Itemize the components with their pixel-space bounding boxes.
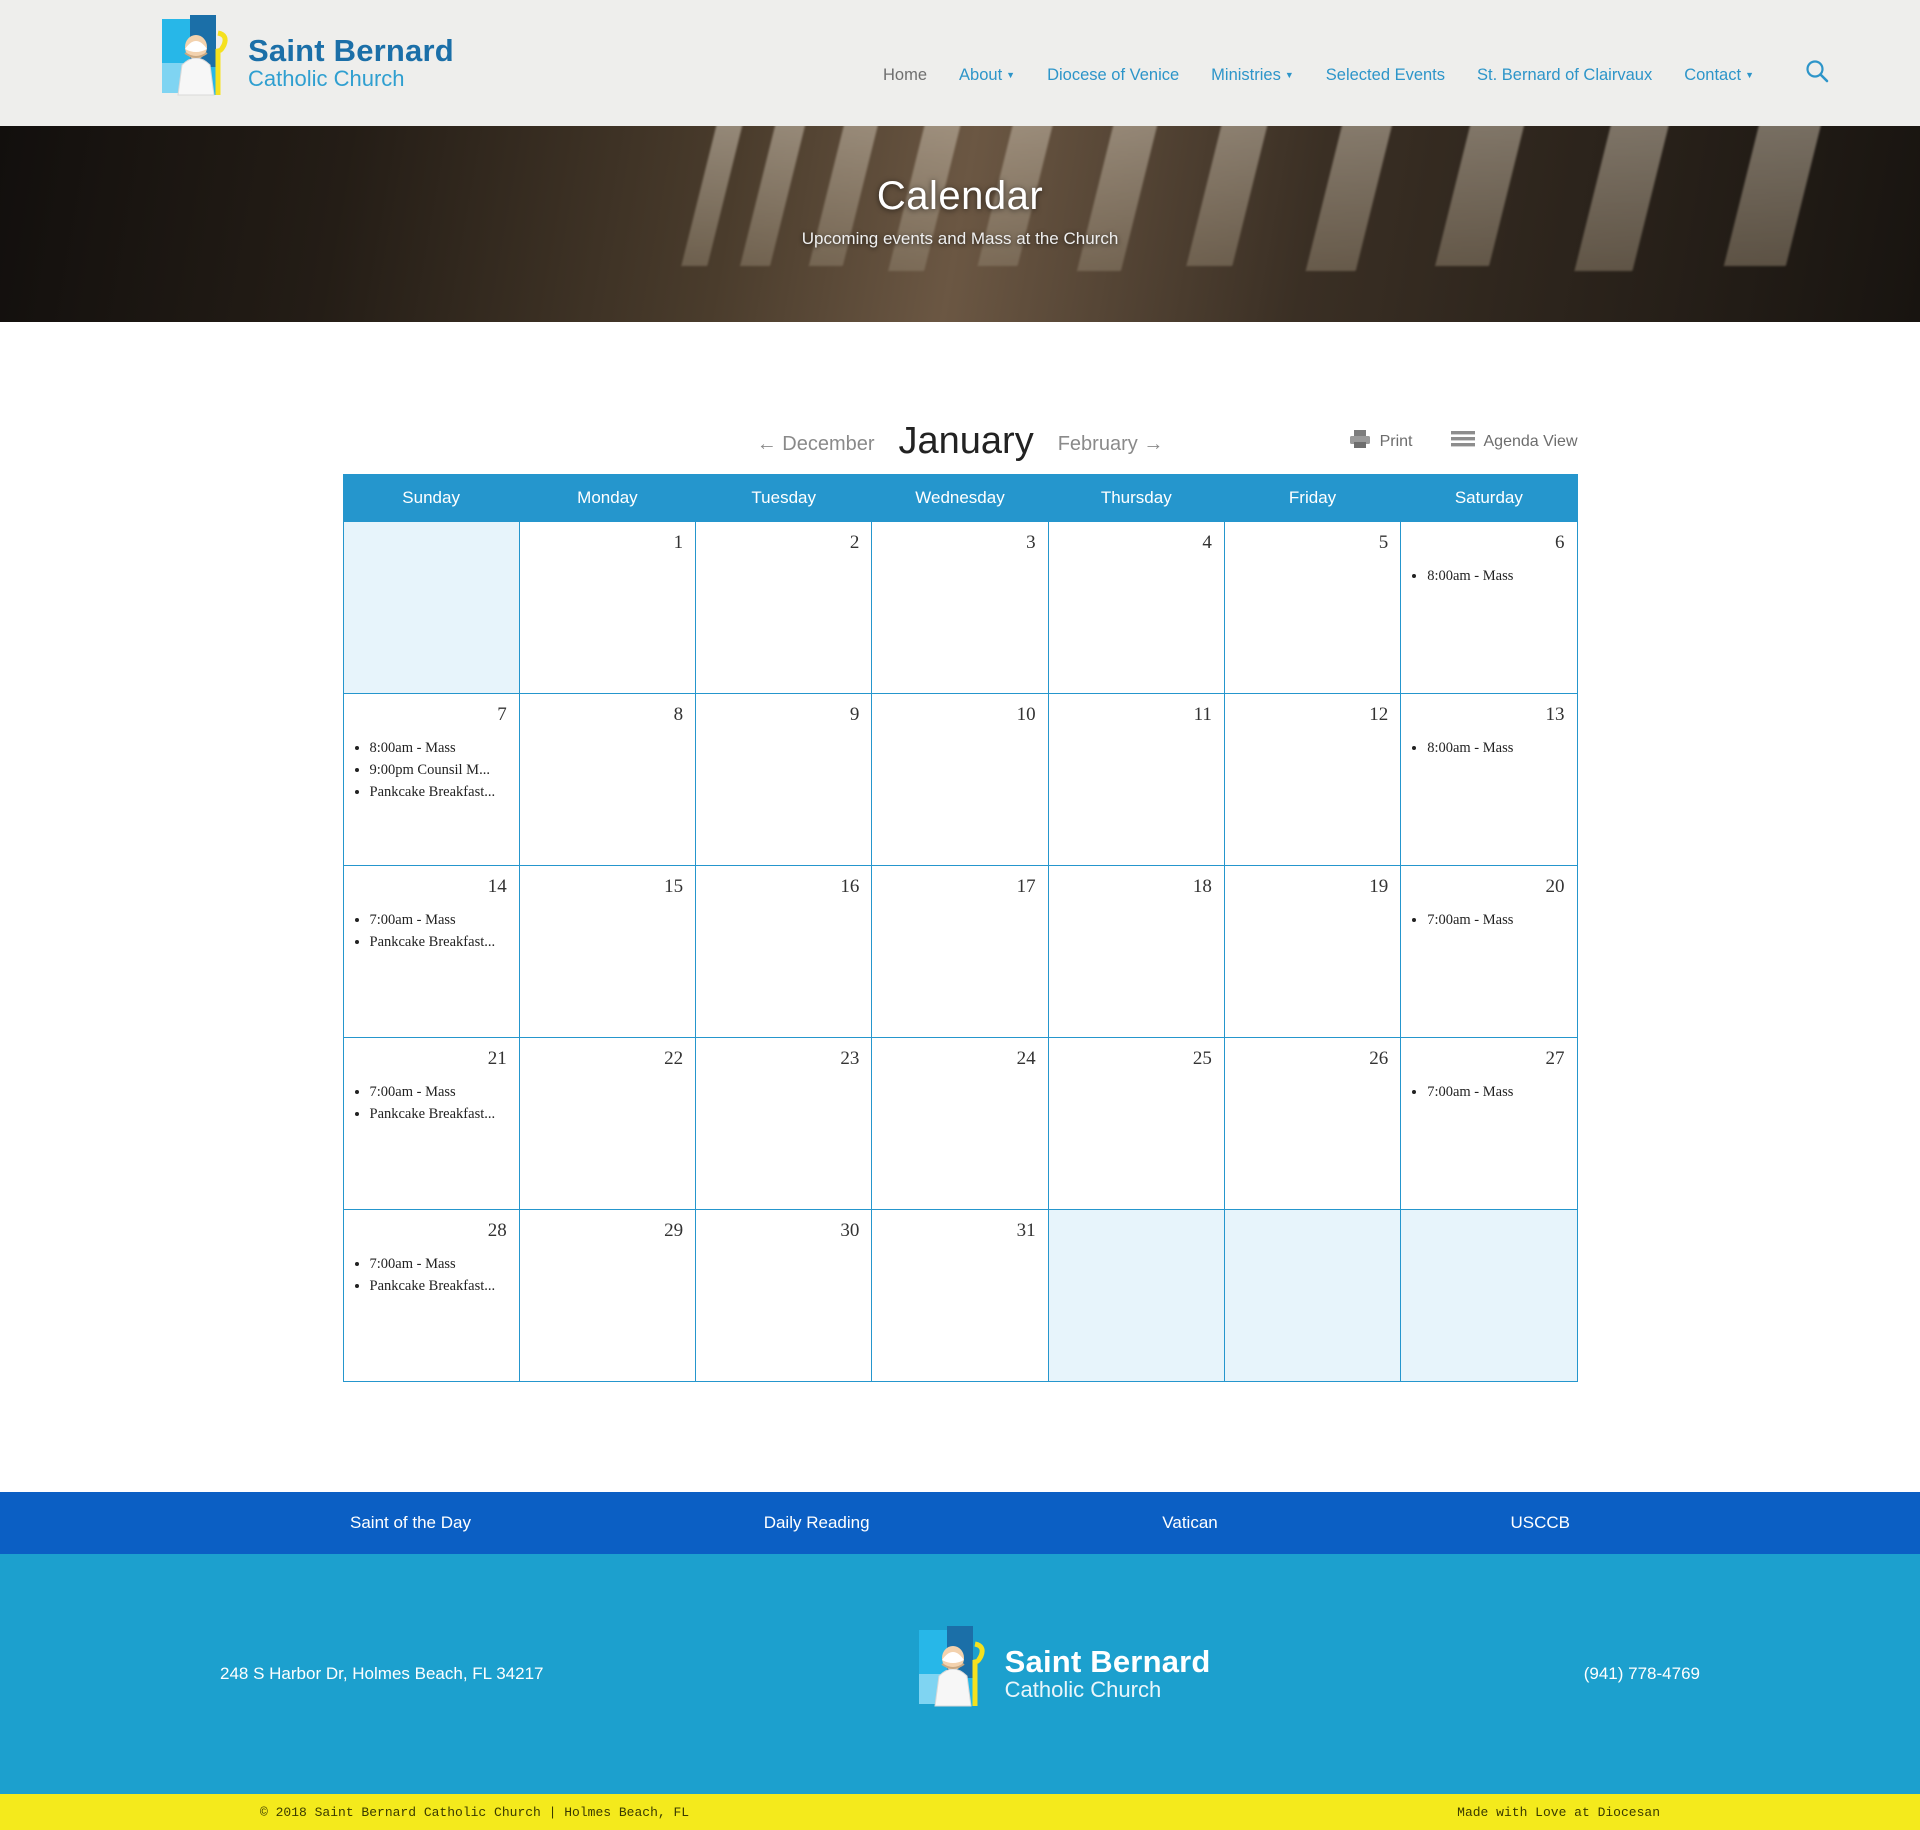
nav-item-st-bernard-of-clairvaux[interactable] bbox=[1461, 66, 1668, 85]
nav-label: Home bbox=[883, 66, 928, 84]
calendar-week-row bbox=[343, 1038, 1577, 1210]
calendar-event[interactable]: • 7:00am - Mass bbox=[370, 910, 507, 932]
calendar-day-cell[interactable] bbox=[1224, 866, 1400, 1038]
weekday-header-friday: Friday bbox=[1224, 475, 1400, 522]
day-number: 1 bbox=[673, 532, 684, 553]
agenda-view-button[interactable] bbox=[1451, 430, 1578, 453]
calendar-week-row bbox=[343, 694, 1577, 866]
day-number: 25 bbox=[1192, 1048, 1212, 1069]
calendar-event[interactable]: • 8:00am - Mass bbox=[1427, 566, 1564, 588]
chevron-down-icon: ▼ bbox=[1745, 70, 1754, 80]
chevron-down-icon: ▼ bbox=[1284, 70, 1294, 80]
day-number: 3 bbox=[1026, 532, 1036, 553]
link-saint-of-the-day[interactable]: Saint of the Day bbox=[350, 1513, 471, 1532]
logo-subtitle: Catholic Church bbox=[248, 66, 405, 92]
day-event-list bbox=[370, 1254, 507, 1298]
day-number: 4 bbox=[1202, 532, 1212, 553]
day-event-list bbox=[370, 1082, 507, 1126]
arrow-left-icon: ← bbox=[756, 433, 777, 455]
nav-item-about[interactable] bbox=[943, 66, 1031, 85]
calendar-day-cell[interactable] bbox=[696, 1210, 872, 1382]
nav-label: Contact bbox=[1684, 66, 1742, 84]
nav-label: St. Bernard of Clairvaux bbox=[1477, 66, 1653, 84]
day-number: 19 bbox=[1369, 876, 1389, 897]
calendar-day-cell[interactable] bbox=[696, 522, 872, 694]
weekday-header-thursday: Thursday bbox=[1048, 475, 1224, 522]
calendar-day-cell[interactable] bbox=[1401, 522, 1577, 694]
calendar-day-cell[interactable] bbox=[872, 866, 1048, 1038]
calendar-day-cell[interactable] bbox=[343, 1210, 519, 1382]
calendar-event[interactable]: • 7:00am - Mass bbox=[1427, 1082, 1564, 1104]
calendar-day-cell[interactable] bbox=[519, 522, 695, 694]
day-number: 18 bbox=[1192, 876, 1212, 897]
calendar-day-cell[interactable] bbox=[1048, 694, 1224, 866]
church-logo-icon bbox=[917, 1624, 995, 1724]
calendar-section bbox=[343, 322, 1578, 1492]
day-number: 2 bbox=[849, 532, 860, 553]
calendar-day-cell[interactable] bbox=[1048, 522, 1224, 694]
calendar-day-cell[interactable] bbox=[1224, 522, 1400, 694]
day-event-list bbox=[1427, 566, 1564, 588]
day-number: 26 bbox=[1369, 1048, 1389, 1069]
day-number: 23 bbox=[840, 1048, 860, 1069]
site-header bbox=[0, 0, 1920, 126]
nav-item-contact[interactable] bbox=[1668, 66, 1770, 85]
day-event-list bbox=[1427, 738, 1564, 760]
calendar-event[interactable]: • Pankcake Breakfast... bbox=[370, 782, 507, 804]
day-number: 21 bbox=[487, 1048, 507, 1069]
day-event-list bbox=[370, 910, 507, 954]
day-number: 27 bbox=[1545, 1048, 1565, 1069]
calendar-event[interactable]: • Pankcake Breakfast... bbox=[370, 932, 507, 954]
calendar-day-cell[interactable] bbox=[519, 694, 695, 866]
calendar-cell-empty bbox=[1224, 1210, 1400, 1382]
link-usccb[interactable]: USCCB bbox=[1510, 1513, 1570, 1532]
next-month-label: February bbox=[1057, 433, 1138, 455]
calendar-week-row bbox=[343, 1210, 1577, 1382]
nav-item-ministries[interactable] bbox=[1195, 66, 1310, 85]
site-logo[interactable] bbox=[160, 13, 454, 113]
weekday-header-tuesday: Tuesday bbox=[696, 475, 872, 522]
arrow-right-icon: → bbox=[1143, 433, 1164, 455]
calendar-table bbox=[343, 474, 1578, 1382]
calendar-day-cell[interactable] bbox=[1401, 1038, 1577, 1210]
credit-text: Made with Love at Diocesan bbox=[1457, 1804, 1660, 1820]
footer-logo-subtitle: Catholic Church bbox=[1004, 1677, 1162, 1703]
chevron-down-icon: ▼ bbox=[1006, 70, 1016, 80]
day-number: 6 bbox=[1555, 532, 1565, 553]
resource-link-bar bbox=[0, 1492, 1920, 1554]
calendar-week-row bbox=[343, 866, 1577, 1038]
footer-phone: (941) 778-4769 bbox=[1583, 1664, 1700, 1683]
prev-month-button[interactable] bbox=[757, 433, 875, 460]
day-number: 10 bbox=[1016, 704, 1036, 725]
calendar-day-cell[interactable] bbox=[519, 1210, 695, 1382]
search-icon[interactable] bbox=[1804, 58, 1830, 89]
day-number: 13 bbox=[1545, 704, 1565, 725]
calendar-day-cell[interactable] bbox=[872, 1210, 1048, 1382]
footer-logo-title: Saint Bernard bbox=[1004, 1643, 1211, 1679]
calendar-day-cell[interactable] bbox=[696, 866, 872, 1038]
day-number: 9 bbox=[849, 704, 860, 725]
day-number: 16 bbox=[840, 876, 860, 897]
day-event-list bbox=[1427, 910, 1564, 932]
list-icon bbox=[1451, 430, 1475, 453]
day-event-list bbox=[370, 738, 507, 803]
day-number: 29 bbox=[664, 1220, 684, 1241]
calendar-week-row bbox=[343, 522, 1577, 694]
calendar-header-row bbox=[343, 475, 1577, 522]
day-event-list bbox=[1427, 1082, 1564, 1104]
calendar-day-cell[interactable] bbox=[343, 694, 519, 866]
day-number: 15 bbox=[664, 876, 684, 897]
logo-title: Saint Bernard bbox=[248, 32, 454, 68]
calendar-event[interactable]: • Pankcake Breakfast... bbox=[370, 1276, 507, 1298]
calendar-cell-empty bbox=[343, 522, 519, 694]
weekday-header-wednesday: Wednesday bbox=[872, 475, 1048, 522]
prev-month-label: December bbox=[782, 433, 875, 455]
nav-label: Ministries bbox=[1211, 66, 1281, 84]
calendar-event[interactable]: • 7:00am - Mass bbox=[370, 1082, 507, 1104]
day-number: 11 bbox=[1193, 704, 1212, 725]
nav-label: About bbox=[959, 66, 1003, 84]
link-vatican[interactable]: Vatican bbox=[1162, 1513, 1218, 1532]
calendar-event[interactable]: • Pankcake Breakfast... bbox=[370, 1104, 507, 1126]
day-number: 28 bbox=[487, 1220, 507, 1241]
church-logo-icon bbox=[160, 13, 238, 113]
print-button[interactable] bbox=[1349, 429, 1413, 454]
calendar-day-cell[interactable] bbox=[872, 694, 1048, 866]
calendar-event[interactable]: • 9:00pm Counsil M... bbox=[370, 760, 507, 782]
day-number: 22 bbox=[664, 1048, 684, 1069]
footer-address: 248 S Harbor Dr, Holmes Beach, FL 34217 bbox=[220, 1664, 544, 1683]
link-daily-reading[interactable]: Daily Reading bbox=[763, 1513, 870, 1532]
site-footer bbox=[0, 1554, 1920, 1794]
page-subtitle: Upcoming events and Mass at the Church bbox=[801, 229, 1119, 248]
agenda-view-label: Agenda View bbox=[1483, 432, 1578, 450]
calendar-day-cell[interactable] bbox=[1048, 1038, 1224, 1210]
nav-item-home[interactable] bbox=[867, 66, 943, 85]
day-number: 17 bbox=[1016, 876, 1036, 897]
calendar-cell-empty bbox=[1401, 1210, 1577, 1382]
day-number: 24 bbox=[1016, 1048, 1036, 1069]
main-navigation[interactable] bbox=[867, 66, 1770, 85]
nav-label: Selected Events bbox=[1325, 66, 1446, 84]
nav-item-selected-events[interactable] bbox=[1310, 66, 1461, 85]
weekday-header-saturday: Saturday bbox=[1401, 475, 1577, 522]
calendar-day-cell[interactable] bbox=[343, 866, 519, 1038]
calendar-day-cell[interactable] bbox=[343, 1038, 519, 1210]
calendar-day-cell[interactable] bbox=[872, 1038, 1048, 1210]
day-number: 5 bbox=[1378, 532, 1389, 553]
nav-label: Diocese of Venice bbox=[1047, 66, 1180, 84]
calendar-event[interactable]: • 8:00am - Mass bbox=[1427, 738, 1564, 760]
calendar-day-cell[interactable] bbox=[696, 694, 872, 866]
weekday-header-monday: Monday bbox=[519, 475, 695, 522]
calendar-day-cell[interactable] bbox=[519, 866, 695, 1038]
calendar-body bbox=[343, 522, 1577, 1382]
calendar-day-cell[interactable] bbox=[1224, 1038, 1400, 1210]
calendar-day-cell[interactable] bbox=[696, 1038, 872, 1210]
day-number: 7 bbox=[497, 704, 507, 725]
day-number: 31 bbox=[1016, 1220, 1036, 1241]
footer-logo[interactable] bbox=[917, 1624, 1211, 1724]
hero-banner bbox=[0, 126, 1920, 322]
calendar-event[interactable]: • 7:00am - Mass bbox=[1427, 910, 1564, 932]
calendar-day-cell[interactable] bbox=[1401, 694, 1577, 866]
nav-item-diocese-of-venice[interactable] bbox=[1031, 66, 1195, 85]
calendar-day-cell[interactable] bbox=[519, 1038, 695, 1210]
printer-icon bbox=[1349, 429, 1371, 454]
current-month-label: January bbox=[898, 420, 1034, 462]
day-number: 20 bbox=[1545, 876, 1565, 897]
next-month-button[interactable] bbox=[1058, 433, 1164, 460]
calendar-day-cell[interactable] bbox=[1224, 694, 1400, 866]
calendar-day-cell[interactable] bbox=[1048, 866, 1224, 1038]
calendar-event[interactable]: • 8:00am - Mass bbox=[370, 738, 507, 760]
copyright-bar bbox=[0, 1794, 1920, 1830]
copyright-text: © 2018 Saint Bernard Catholic Church | Holmes Beach, FL bbox=[260, 1804, 690, 1820]
calendar-event[interactable]: • 7:00am - Mass bbox=[370, 1254, 507, 1276]
page-title: Calendar bbox=[876, 174, 1044, 218]
calendar-day-cell[interactable] bbox=[1401, 866, 1577, 1038]
day-number: 8 bbox=[673, 704, 684, 725]
day-number: 14 bbox=[487, 876, 507, 897]
print-label: Print bbox=[1379, 432, 1413, 450]
calendar-day-cell[interactable] bbox=[872, 522, 1048, 694]
day-number: 30 bbox=[840, 1220, 860, 1241]
calendar-cell-empty bbox=[1048, 1210, 1224, 1382]
day-number: 12 bbox=[1369, 704, 1389, 725]
calendar-toolbar bbox=[343, 400, 1578, 460]
weekday-header-sunday: Sunday bbox=[343, 475, 519, 522]
